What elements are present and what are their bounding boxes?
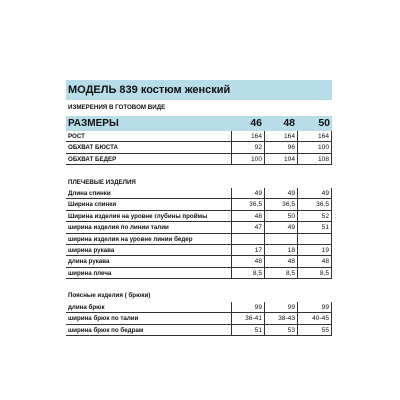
measurements-subtitle: ИЗМЕРЕНИЯ В ГОТОВОМ ВИДЕ [68, 104, 166, 111]
value-size-46: 49 [231, 188, 264, 199]
value-size-50: 51 [297, 222, 332, 233]
value-size-46: 51 [231, 325, 264, 336]
table-row [66, 268, 332, 279]
table-row [66, 256, 332, 267]
value-size-50: 108 [297, 154, 332, 165]
table-row [66, 199, 332, 210]
value-size-50: 19 [297, 245, 332, 256]
value-size-50 [297, 234, 332, 245]
table-row [66, 234, 332, 245]
value-size-50: 52 [297, 211, 332, 222]
value-size-50: 48 [297, 256, 332, 267]
value-size-50: 100 [297, 142, 332, 153]
row-label: ширина плеча [66, 268, 231, 279]
row-label: Ширина спинки [66, 199, 231, 210]
value-size-50: 55 [297, 325, 332, 336]
value-size-48: 49 [264, 188, 297, 199]
value-size-48: 104 [264, 154, 297, 165]
row-label: ОБХВАТ БЮСТА [66, 142, 231, 153]
table-row [66, 211, 332, 222]
title-row [66, 80, 332, 100]
section-header-row [66, 177, 332, 188]
table-row [66, 222, 332, 233]
value-size-50: 49 [297, 188, 332, 199]
value-size-50: 164 [297, 131, 332, 142]
size-46-header: 46 [250, 117, 262, 129]
size-chart-sheet [66, 80, 332, 336]
value-size-46 [231, 234, 264, 245]
value-size-48: 36,5 [264, 199, 297, 210]
table-row [66, 302, 332, 313]
row-label: ширина брюк по бедрам [66, 325, 231, 336]
value-size-50: 99 [297, 302, 332, 313]
value-size-50: 8,5 [297, 268, 332, 279]
value-size-46: 99 [231, 302, 264, 313]
table-row [66, 154, 332, 165]
value-size-48: 18 [264, 245, 297, 256]
table-row [66, 142, 332, 153]
value-size-50: 40-45 [297, 313, 332, 324]
value-size-48: 48 [264, 256, 297, 267]
row-label: ОБХВАТ БЕДЕР [66, 154, 231, 165]
value-size-48: 99 [264, 302, 297, 313]
table-row [66, 313, 332, 324]
size-50-header: 50 [318, 117, 330, 129]
row-label: РОСТ [66, 131, 231, 142]
row-label: ширина изделия на уровне линии бедер [66, 234, 231, 245]
spacer-row [66, 165, 332, 176]
value-size-46: 100 [231, 154, 264, 165]
value-size-48: 50 [264, 211, 297, 222]
value-size-46: 48 [231, 211, 264, 222]
row-label: Ширина изделия на уровне глубины проймы [66, 211, 231, 222]
row-label: Длина спинки [66, 188, 231, 199]
row-label: ширина брюк по талии [66, 313, 231, 324]
section-header-row [66, 290, 332, 301]
table-row [66, 245, 332, 256]
table-row [66, 188, 332, 199]
value-size-48: 164 [264, 131, 297, 142]
value-size-48: 53 [264, 325, 297, 336]
value-size-48: 8,5 [264, 268, 297, 279]
value-size-46: 36,5 [231, 199, 264, 210]
value-size-48: 49 [264, 222, 297, 233]
shoulder-section-header: ПЛЕЧЕВЫЕ ИЗДЕЛИЯ [68, 178, 136, 186]
row-label: ширина изделия по линии талии [66, 222, 231, 233]
value-size-46: 36-41 [231, 313, 264, 324]
row-label: длина брюк [66, 302, 231, 313]
value-size-46: 164 [231, 131, 264, 142]
value-size-46: 47 [231, 222, 264, 233]
table-row [66, 325, 332, 336]
size-48-header: 48 [283, 117, 295, 129]
table-row [66, 131, 332, 142]
value-size-46: 8,5 [231, 268, 264, 279]
value-size-46: 48 [231, 256, 264, 267]
subtitle-row [66, 100, 332, 116]
spacer-row [66, 279, 332, 290]
model-title: МОДЕЛЬ 839 костюм женский [68, 84, 231, 96]
row-label: длина рукава [66, 256, 231, 267]
value-size-48: 96 [264, 142, 297, 153]
value-size-48: 38-43 [264, 313, 297, 324]
sizes-header-row [66, 116, 332, 131]
value-size-48 [264, 234, 297, 245]
sizes-label: РАЗМЕРЫ [68, 118, 119, 129]
value-size-46: 92 [231, 142, 264, 153]
row-label: ширина рукава [66, 245, 231, 256]
waist-section-header: Поясные изделия ( брюки) [68, 292, 151, 300]
value-size-50: 36,5 [297, 199, 332, 210]
value-size-46: 17 [231, 245, 264, 256]
